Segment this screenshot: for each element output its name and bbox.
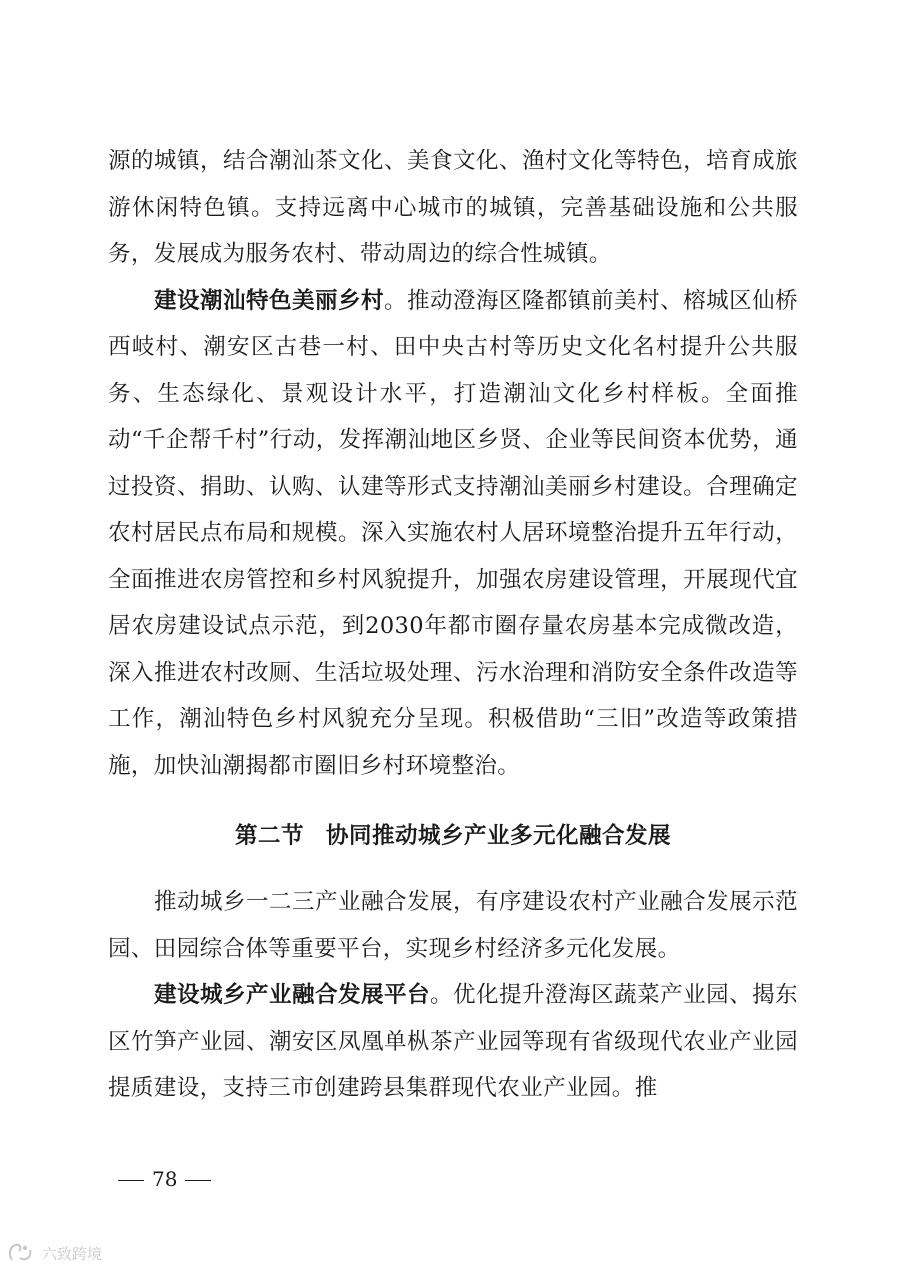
watermark	[6, 1238, 126, 1268]
paragraph-body-text: 。优化提升澄海区蔬菜产业园、揭东区竹笋产业园、潮安区凤凰单枞茶产业园等现有省级现代农业产业园提质建设，支持三市创建跨县集群现代农业产业园。推	[108, 982, 798, 1101]
section-heading	[108, 813, 798, 859]
section-title: 协同推动城乡产业多元化融合发展	[326, 823, 672, 849]
page-number-footer	[110, 1165, 219, 1193]
paragraph-lead-heading: 建设城乡产业融合发展平台	[154, 982, 431, 1008]
paragraph-body-text: 。推动澄海区隆都镇前美村、榕城区仙桥西岐村、潮安区古巷一村、田中央古村等历史文化名村提升公共服务、生态绿化、景观设计水平，打造潮汕文化乡村样板。全面推动“千企帮千村”行动，发挥潮汕地区乡贤、企业等民间资本优势，通过投资、捐助、认购、认建等形式支持潮汕美丽乡村建设。合理确定农村居民点布局和规模。深入实施农村人居环境整治提升五年行动，全面推进农房管控和乡村风貌提升，加强农房建设管理，开展现代宜居农房建设试点示范，到2030年都市圈存量农房基本完成微改造，深入推进农村改厕、生活垃圾处理、污水治理和消防安全条件改造等工作，潮汕特色乡村风貌充分呈现。积极借助“三旧”改造等政策措施，加快汕潮揭都市圈旧乡村环境整治。	[108, 287, 798, 779]
paragraph-rural-villages	[108, 278, 798, 790]
watermark-text: 六致跨境	[42, 1245, 103, 1263]
paragraph-industry-platform	[108, 972, 798, 1112]
page-body	[108, 138, 798, 1112]
section-number: 第二节	[234, 823, 304, 849]
paragraph-continuation: 源的城镇，结合潮汕茶文化、美食文化、渔村文化等特色，培育成旅游休闲特色镇。支持远离中心城市的城镇，完善基础设施和公共服务，发展成为服务农村、带动周边的综合性城镇。	[108, 148, 798, 267]
logo-mark-icon	[10, 1245, 30, 1260]
page-number: 78	[152, 1167, 178, 1191]
dash-right	[185, 1180, 211, 1181]
watermark-logo	[6, 1238, 126, 1268]
dash-left	[118, 1180, 144, 1181]
paragraph-lead-heading: 建设潮汕特色美丽乡村	[154, 287, 385, 314]
paragraph-section-intro: 推动城乡一二三产业融合发展，有序建设农村产业融合发展示范园、田园综合体等重要平台，实现乡村经济多元化发展。	[108, 889, 798, 962]
